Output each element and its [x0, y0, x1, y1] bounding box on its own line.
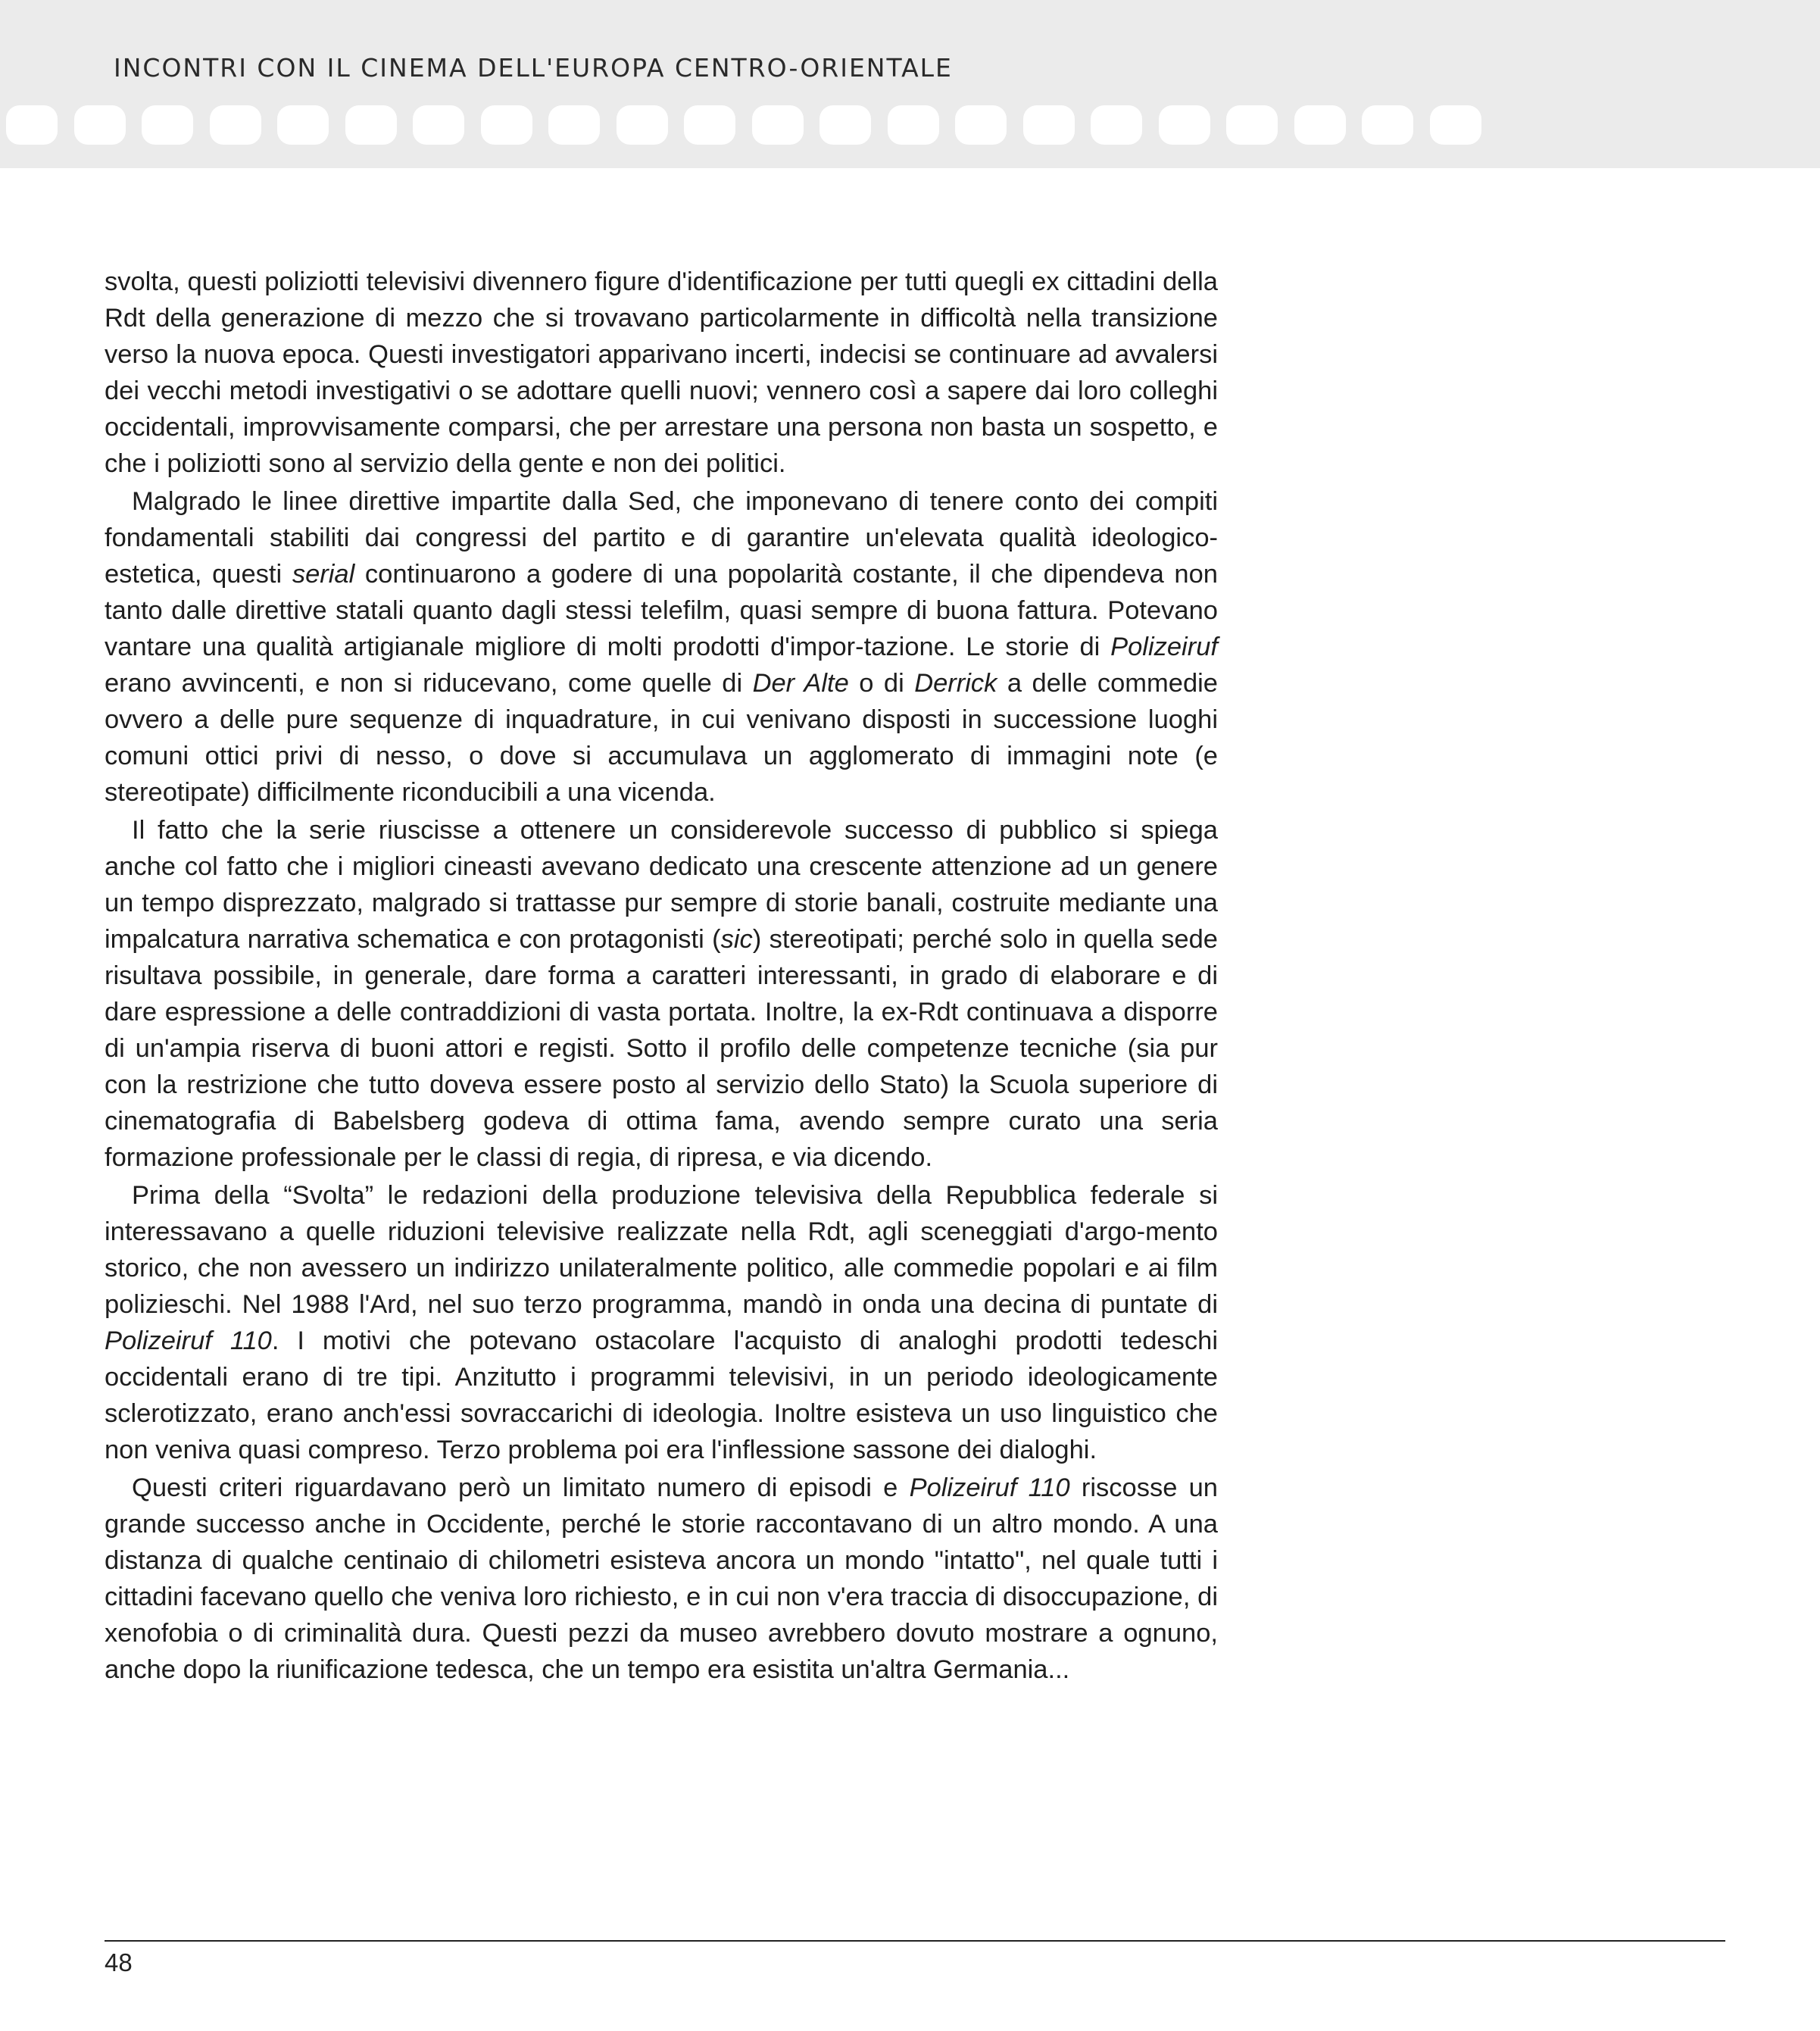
text-run: a delle commedie ovvero a delle pure sequenze di inquadrature, in cui venivano disposti in successione luoghi comuni ottici privi di nesso, o dove si accumulava un agglomerato di immagini note (e stereotipate) difficilmente riconducibili a una vicenda.	[105, 669, 1218, 807]
text-run: Questi criteri riguardavano però un limitato numero di episodi e	[132, 1473, 910, 1502]
italic-title: serial	[292, 560, 355, 589]
text-run: Il fatto che la serie riuscisse a ottenere un considerevole successo di pubblico si spiega anche col fatto che i migliori cineasti avevano dedicato una crescente attenzione ad un genere un tempo disprezzato, malgrado si trattasse pur sempre di storie banali, costruite mediante una impalcatura narrativa schematica e con protagonisti (	[105, 816, 1218, 954]
film-perforation	[413, 105, 464, 145]
italic-title: sic	[720, 925, 753, 954]
film-strip-decoration	[0, 102, 1820, 148]
film-perforation	[819, 105, 871, 145]
text-run: continuarono a godere di una popolarità costante, il che dipendeva non tanto dalle direttive statali quanto dagli stessi telefilm, quasi sempre di buona fattura. Potevano vantare una qualità artigianale migliore di molti prodotti d'impor-tazione. Le storie di	[105, 560, 1218, 661]
italic-title: Polizeiruf 110	[909, 1473, 1070, 1502]
film-perforation	[684, 105, 735, 145]
text-run: . I motivi che potevano ostacolare l'acquisto di analoghi prodotti tedeschi occidentali erano di tre tipi. Anzitutto i programmi televisivi, in un periodo ideologicamente sclerotizzato, erano anch'essi sovraccarichi di ideologia. Inoltre esisteva un uso linguistico che non veniva quasi compreso. Terzo problema poi era l'inflessione sassone dei dialoghi.	[105, 1326, 1218, 1464]
footer-rule	[105, 1940, 1725, 1942]
paragraph	[105, 483, 1218, 811]
film-perforation	[1226, 105, 1278, 145]
text-run: svolta, questi poliziotti televisivi divennero figure d'identificazione per tutti quegli ex cittadini della Rdt della generazione di mezzo che si trovavano particolarmente in difficoltà nella transizione verso la nuova epoca. Questi investigatori apparivano incerti, indecisi se continuare ad avvalersi dei vecchi metodi investigativi o se adottare quelli nuovi; vennero così a sapere dai loro colleghi occidentali, improvvisamente comparsi, che per arrestare una persona non basta un sospetto, e che i poliziotti sono al servizio della gente e non dei politici.	[105, 267, 1218, 478]
paragraph	[105, 1177, 1218, 1468]
paragraph	[105, 812, 1218, 1176]
film-perforation	[6, 105, 58, 145]
film-perforation	[1091, 105, 1142, 145]
page-number: 48	[105, 1948, 133, 1976]
italic-title: Der Alte	[752, 669, 849, 698]
film-perforation	[548, 105, 600, 145]
italic-title: Polizeiruf	[1110, 633, 1218, 661]
paragraph	[105, 1470, 1218, 1688]
film-perforation	[888, 105, 939, 145]
film-perforation	[277, 105, 329, 145]
running-header-title: INCONTRI CON IL CINEMA DELL'EUROPA CENTRO-ORIENTALE	[114, 53, 953, 83]
film-perforation	[752, 105, 804, 145]
film-perforation	[345, 105, 397, 145]
text-run: erano avvincenti, e non si riducevano, come quelle di	[105, 669, 753, 698]
text-run: Malgrado le linee direttive impartite dalla Sed, che imponevano di tenere conto dei compiti fondamentali stabiliti dai congressi del partito e di garantire un'elevata qualità ideologico-estetica, questi	[105, 487, 1218, 589]
film-perforation	[481, 105, 532, 145]
paragraph	[105, 264, 1218, 482]
film-perforation	[142, 105, 193, 145]
film-perforation	[1159, 105, 1210, 145]
text-run: ) stereotipati; perché solo in quella sede risultava possibile, in generale, dare forma a caratteri interessanti, in grado di elaborare e di dare espressione a delle contraddizioni di vasta portata. Inoltre, la ex-Rdt continuava a disporre di un'ampia riserva di buoni attori e registi. Sotto il profilo delle competenze tecniche (sia pur con la restrizione che tutto doveva essere posto al servizio dello Stato) la Scuola superiore di cinematografia di Babelsberg godeva di ottima fama, avendo sempre curato una seria formazione professionale per le classi di regia, di ripresa, e via dicendo.	[105, 925, 1218, 1172]
film-perforation	[1294, 105, 1346, 145]
italic-title: Derrick	[914, 669, 997, 698]
film-perforation	[74, 105, 126, 145]
film-perforation	[1430, 105, 1481, 145]
article-body	[105, 264, 1218, 1689]
film-perforation	[1023, 105, 1075, 145]
film-perforation	[617, 105, 668, 145]
text-run: Prima della “Svolta” le redazioni della produzione televisiva della Repubblica federale si interessavano a quelle riduzioni televisive realizzate nella Rdt, agli sceneggiati d'argo-mento storico, che non avessero un indirizzo unilateralmente politico, alle commedie popolari e ai film polizieschi. Nel 1988 l'Ard, nel suo terzo programma, mandò in onda una decina di puntate di	[105, 1181, 1218, 1319]
film-perforation	[210, 105, 261, 145]
film-perforation	[955, 105, 1007, 145]
running-header-band	[0, 0, 1820, 168]
text-run: riscosse un grande successo anche in Occidente, perché le storie raccontavano di un altro mondo. A una distanza di qualche centinaio di chilometri esisteva ancora un mondo "intatto", nel quale tutti i cittadini facevano quello che veniva loro richiesto, e in cui non v'era traccia di disoccupazione, di xenofobia o di criminalità dura. Questi pezzi da museo avrebbero dovuto mostrare a ognuno, anche dopo la riunificazione tedesca, che un tempo era esistita un'altra Germania...	[105, 1473, 1218, 1684]
italic-title: Polizeiruf 110	[105, 1326, 272, 1355]
film-perforation	[1362, 105, 1413, 145]
text-run: o di	[848, 669, 915, 698]
